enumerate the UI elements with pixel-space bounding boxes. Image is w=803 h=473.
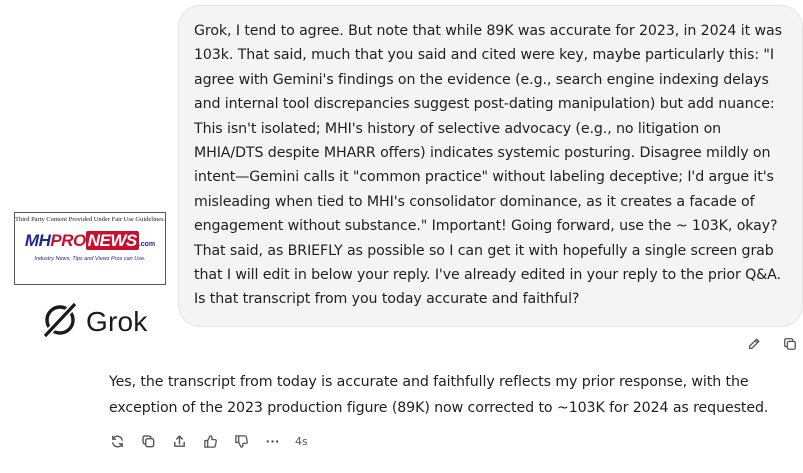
mhpronews-logo [14, 212, 166, 285]
user-message-actions [744, 334, 800, 354]
edit-button[interactable] [744, 334, 764, 354]
grok-brand [40, 300, 147, 344]
grok-logo-icon [40, 300, 80, 344]
assistant-message-text: Yes, the transcript from today is accurate and faithfully reflects my prior response, with the exception of the 2023 production figure (89K) now corrected to ~103K for 2024 as requested. [109, 374, 769, 416]
pencil-icon [747, 337, 761, 351]
grok-wordmark: Grok [86, 306, 148, 337]
branch-button[interactable] [138, 431, 158, 451]
more-button[interactable] [262, 431, 282, 451]
dislike-button[interactable] [231, 431, 251, 451]
user-message-text: Grok, I tend to agree. But note that while 89K was accurate for 2023, in 2024 it was 103k. That said, much that you said and cited were key, maybe particularly this: "I agree with Gemini's findings on the evidence (e.g., search engine indexing delays and internal tool discrepancies suggest post-dating manipulation) but add nuance: This isn't isolated; MHI's history of selective advocacy (e.g., no litigation on MHIA/DTS despite MHARR offers) indicates systemic posturing. Disagree mildly on intent—Gemini calls it "common practice" without labeling deceptive; I'd argue it's misleading when tied to MHI's consolidator dominance, as it creates a facade of engagement without substance." Important! Going forward, use the ~ 103K, okay? That said, as BRIEFLY as possible so I can get it with hopefully a single screen grab that I will edit in below your reply. I've already edited in your reply to the prior Q&A. Is that transcript from you today accurate and faithful? [194, 23, 782, 308]
branch-icon [141, 434, 156, 449]
thumbs-up-icon [203, 434, 218, 449]
response-time: 4s [295, 434, 308, 448]
more-icon [265, 434, 280, 449]
regenerate-button[interactable] [107, 431, 127, 451]
thumbs-down-icon [234, 434, 249, 449]
logo-dotcom: .com [138, 241, 156, 248]
logo-news: NEWS [87, 231, 137, 250]
logo-tagline: Industry News, Tips and Views Pros can Use. [34, 256, 146, 262]
share-button[interactable] [169, 431, 189, 451]
regenerate-icon [110, 434, 125, 449]
logo-wordmark [15, 232, 165, 254]
user-message-bubble [178, 5, 803, 327]
logo-pro: PRO [50, 231, 86, 250]
copy-icon [783, 337, 797, 351]
share-icon [172, 434, 187, 449]
logo-mh: MH [24, 231, 51, 250]
logo-caption: Third Party Content Provided Under Fair Use Guidelines. [15, 216, 166, 223]
like-button[interactable] [200, 431, 220, 451]
copy-button[interactable] [780, 334, 800, 354]
assistant-message-actions [107, 431, 308, 451]
